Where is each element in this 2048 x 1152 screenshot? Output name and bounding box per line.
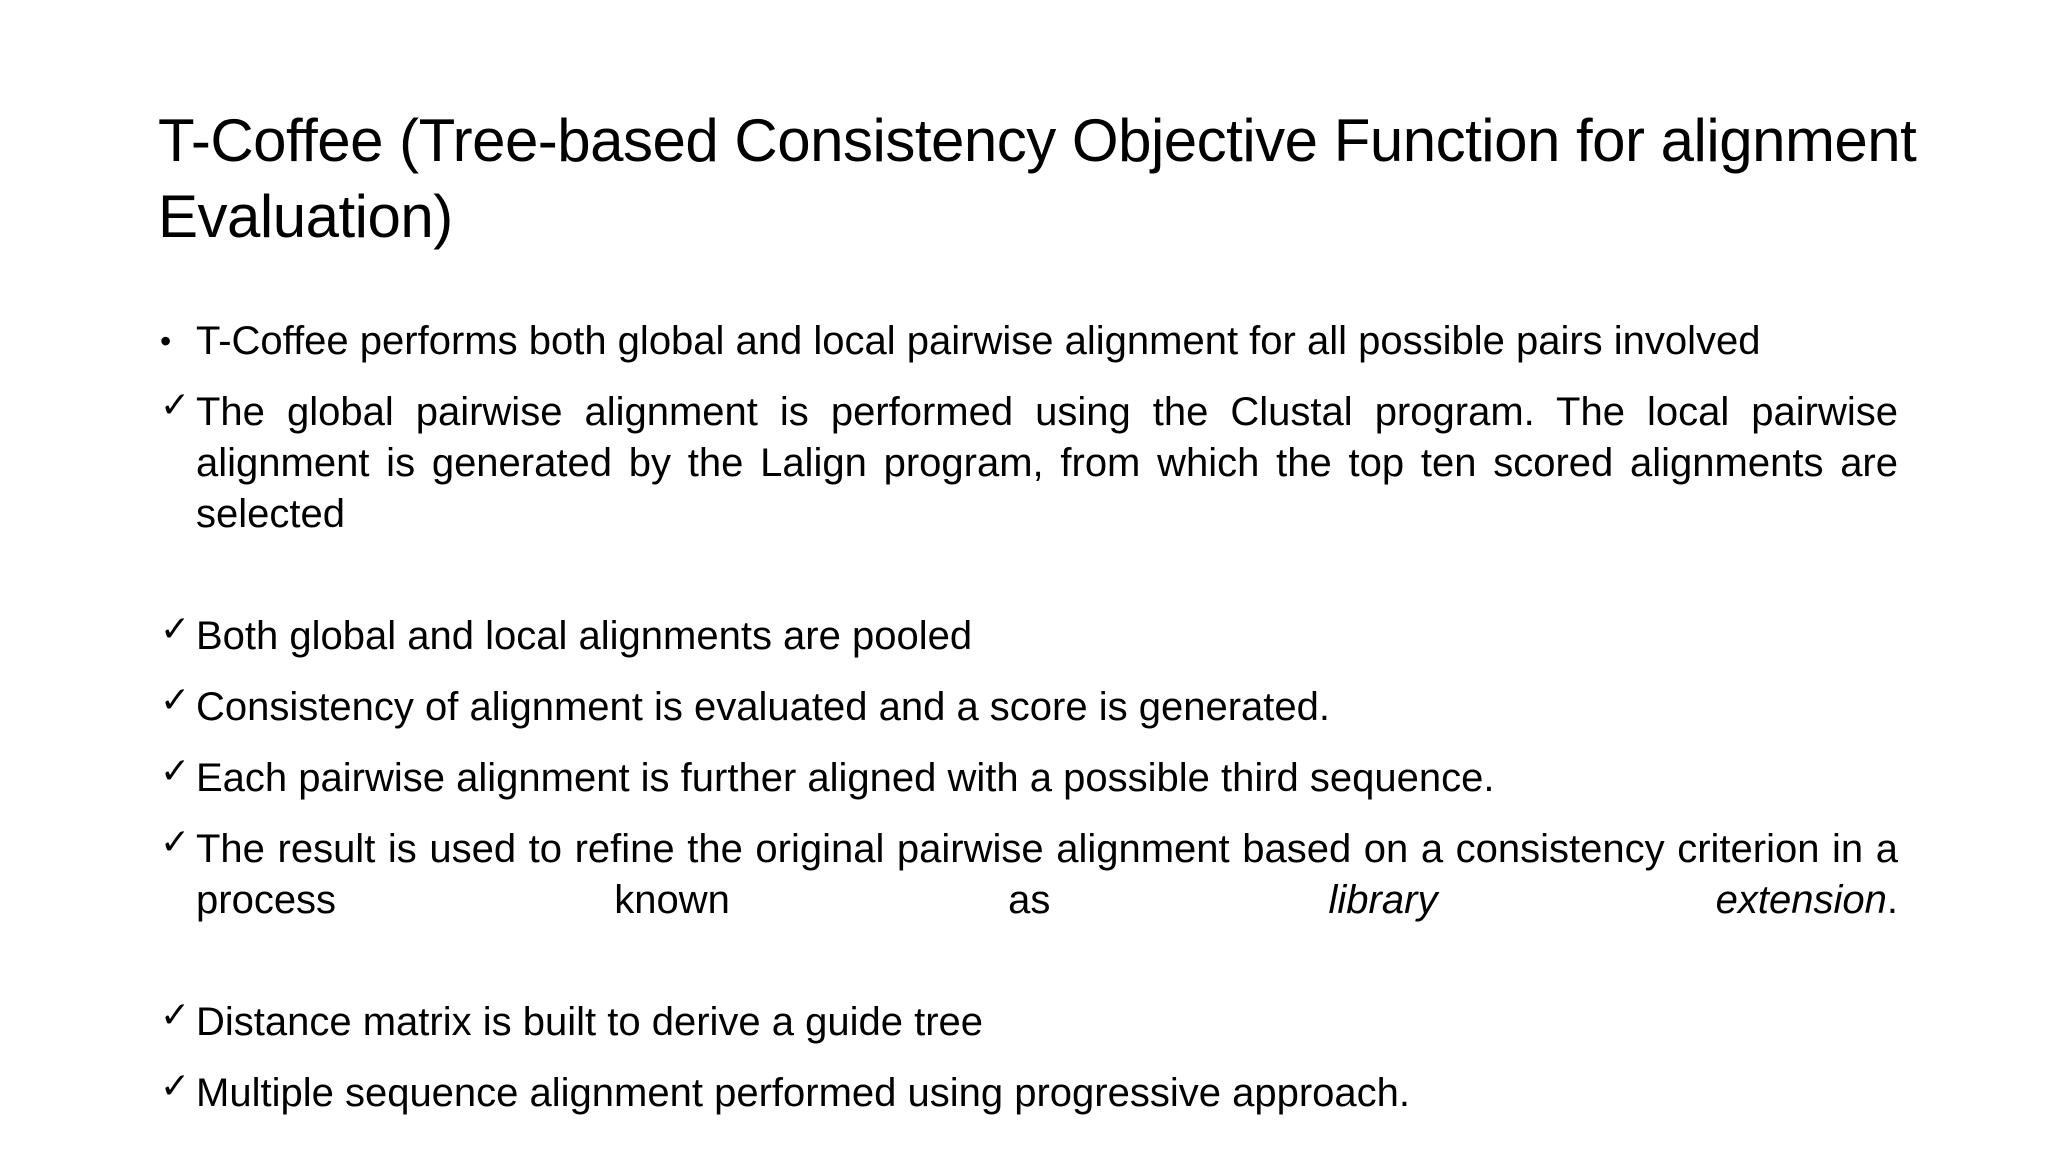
bullet-text: Distance matrix is built to derive a guide tree: [196, 1000, 984, 1044]
bullet-text-italic: library extension: [1328, 878, 1887, 922]
bullet-text: Both global and local alignments are pooled: [196, 614, 973, 658]
checkmark-icon: ✓: [160, 608, 191, 649]
list-item: [158, 316, 1898, 367]
list-item: [158, 608, 1898, 662]
list-item: [158, 750, 1898, 804]
checkmark-icon: ✓: [160, 821, 191, 862]
list-item: [158, 384, 1898, 591]
checkmark-icon: ✓: [160, 384, 191, 425]
checkmark-icon: ✓: [160, 994, 191, 1035]
checkmark-icon: ✓: [160, 1065, 191, 1106]
bullet-text: Consistency of alignment is evaluated and a score is generated.: [196, 685, 1331, 729]
bullet-text: T-Coffee performs both global and local pairwise alignment for all possible pairs involved: [196, 319, 1761, 363]
bullet-list: [158, 316, 1898, 1139]
bullet-text: Multiple sequence alignment performed using progressive approach.: [196, 1071, 1411, 1115]
bullet-dot-icon: •: [160, 323, 172, 359]
bullet-text: [196, 824, 1898, 977]
bullet-text-part: .: [1886, 878, 1898, 922]
bullet-text: Each pairwise alignment is further aligned with a possible third sequence.: [196, 756, 1495, 800]
bullet-text: The global pairwise alignment is performed using the Clustal program. The local pairwise alignment is generated by the Lalign program, from which the top ten scored alignments are selected: [196, 390, 1898, 536]
list-item: [158, 821, 1898, 977]
list-item: [158, 1065, 1898, 1119]
bullet-text-part: The result is used to refine the original pairwise alignment based on a consistency criterion in a process known as: [196, 827, 1898, 922]
checkmark-icon: ✓: [160, 750, 191, 791]
slide-title: T-Coffee (Tree-based Consistency Objective Function for alignment Evaluation): [158, 107, 1917, 250]
checkmark-icon: ✓: [160, 679, 191, 720]
list-item: [158, 679, 1898, 733]
list-item: [158, 994, 1898, 1048]
